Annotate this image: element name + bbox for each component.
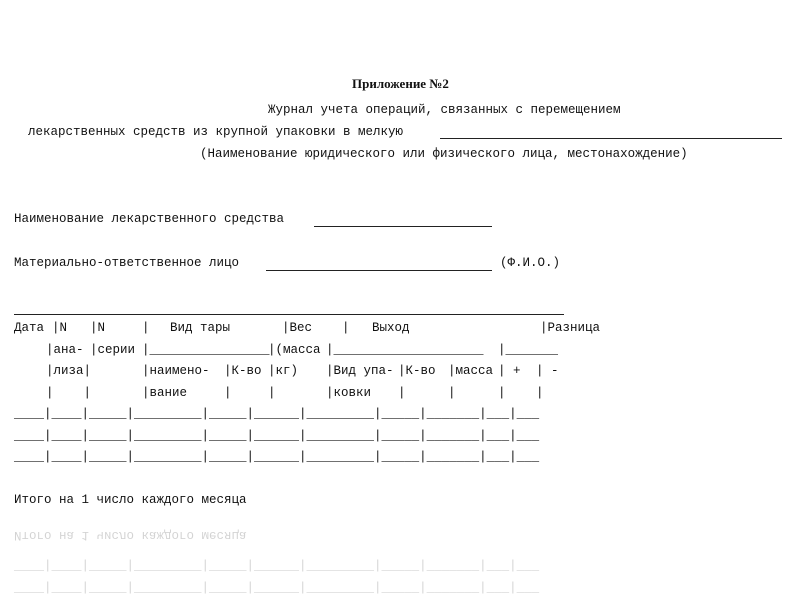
journal-title-line1: Журнал учета операций, связанных с перемещением [268,103,621,117]
total-label-reflection: Итого на 1 число каждого месяца [14,528,247,542]
table-reflection [14,556,539,599]
header-weight: Вес [289,321,313,335]
header-mass-cont: (масса [275,342,321,357]
table-header-row-1: Дата |N |N | Вид тары |Вес | Выход |Разница [14,318,610,340]
header-container-qty: К-во [231,364,262,378]
table-header-row-3: |лиза| |наимено- |К-во |кг) |Вид упа- |К-во |масса | + | - [46,364,559,378]
responsible-person-underline [266,270,492,271]
header-analysis-end: лиза [53,364,84,378]
header-output-qty: К-во [405,364,436,378]
entity-name-underline [440,138,782,139]
header-series-cont: серии [97,342,136,357]
table-top-border [14,314,564,315]
fio-label: (Ф.И.О.) [500,256,561,270]
header-analysis-cont: ана- [53,342,84,357]
drug-name-underline [314,226,492,227]
table-row: ____|____|_____|_________|_____|______|_________|_____|_______|___|___ [14,450,540,464]
header-plus: + [513,364,521,378]
drug-name-label: Наименование лекарственного средства [14,212,285,226]
header-n-series: N [97,321,106,335]
table-row: ____|____|_____|_________|_____|______|_________|_____|_______|___|___ [14,407,540,421]
header-package-type: Вид упа- [333,364,394,378]
entity-caption: (Наименование юридического или физического лица, местонахождение) [200,147,688,161]
appendix-title: Приложение №2 [352,76,449,91]
header-container-type: Вид тары [170,321,231,335]
header-package-end: ковки [333,385,372,400]
reflection-row: ____|____|_____|_________|_____|______|_________|_____|_______|___|___ [14,559,540,573]
header-kg: кг) [275,364,299,378]
header-name-end: вание [149,385,188,400]
header-difference: Разница [547,321,601,335]
table-row: ____|____|_____|_________|_____|______|_________|_____|_______|___|___ [14,428,540,443]
table-header-row-4: | | |вание | | |ковки | | | | [46,385,544,400]
header-n-analysis: N [59,321,68,335]
responsible-person-label: Материально-ответственное лицо [14,256,240,270]
total-label: Итого на 1 число каждого месяца [14,493,247,507]
journal-title-line2: лекарственных средств из крупной упаковки в мелкую [28,125,404,139]
header-output: Выход [372,321,410,335]
header-container-name: наимено- [149,364,210,378]
journal-table [14,318,610,469]
table-header-row-2: |ана- |серии |________________ |(масса |____________________ |_______ [46,342,559,357]
header-date: Дата [14,321,45,335]
reflection-row: ____|____|_____|_________|_____|______|_________|_____|_______|___|___ [14,580,540,595]
header-output-mass: масса [455,364,494,378]
header-minus: - [551,364,559,378]
